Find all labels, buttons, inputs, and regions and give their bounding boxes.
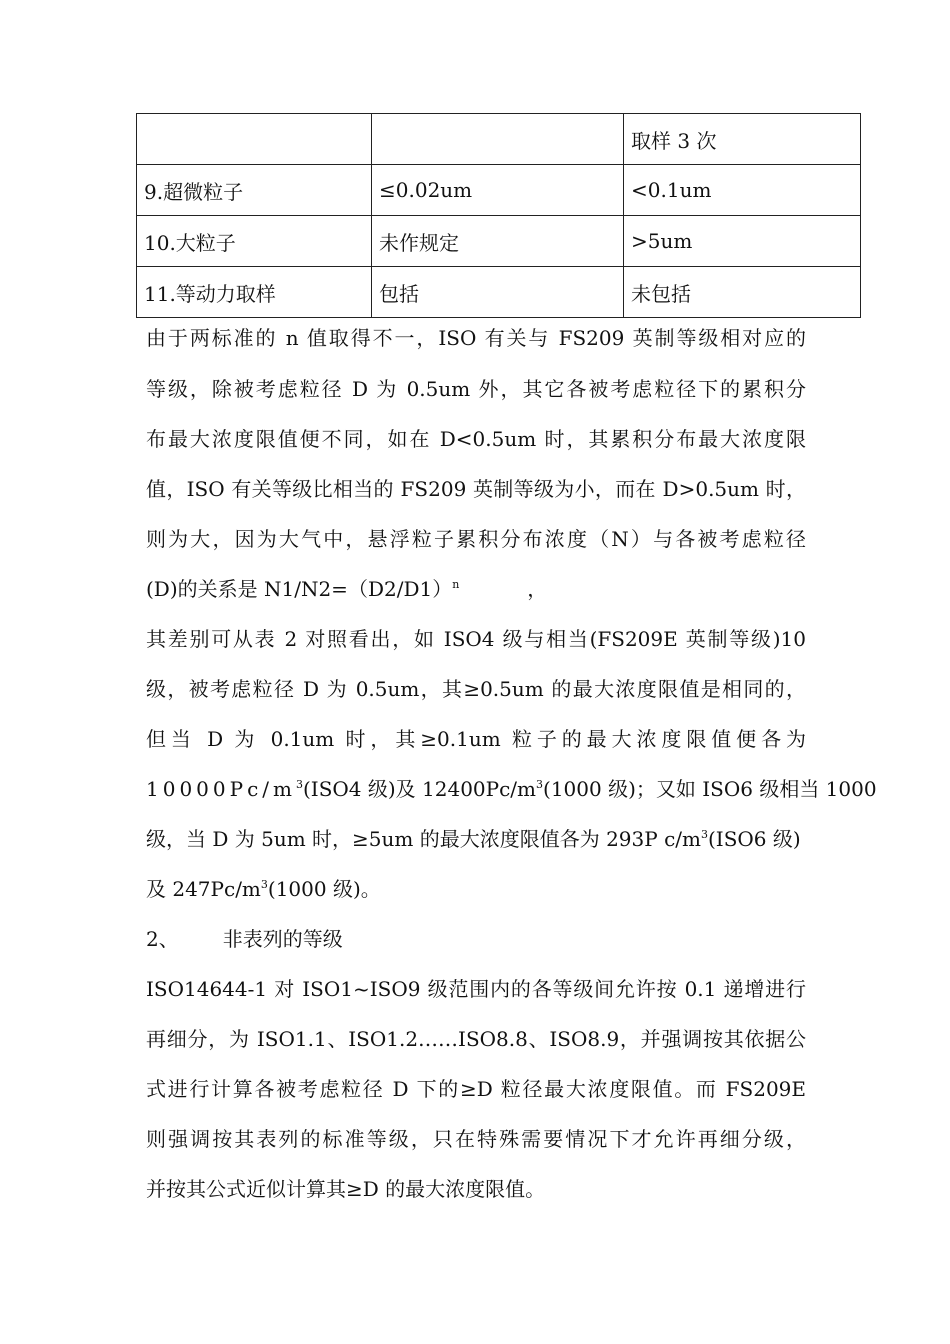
unit-exponent: 3 [295, 778, 303, 791]
formula-text: (D)的关系是 N1/N2=（D2/D1） [146, 577, 453, 601]
table-cell: 9.超微粒子 [137, 165, 372, 216]
paragraph-line: 级，被考虑粒径 D 为 0.5um，其≥0.5um 的最大浓度限值是相同的， [146, 677, 806, 701]
table-cell: 未包括 [624, 267, 861, 318]
value-text: (1000 级)。 [267, 877, 381, 901]
table-cell: ≤0.02um [372, 165, 624, 216]
paragraph-line: 布最大浓度限值便不同，如在 D<0.5um 时，其累积分布最大浓度限 [146, 427, 806, 451]
paragraph-line: ISO14644-1 对 ISO1~ISO9 级范围内的各等级间允许按 0.1 递增进行 [146, 977, 806, 1001]
table-row [137, 267, 861, 318]
section-number: 2、 [146, 927, 179, 951]
value-text: 10000Pc/m [146, 777, 296, 801]
paragraph-line: 再细分，为 ISO1.1、ISO1.2……ISO8.8、ISO8.9，并强调按其依据公 [146, 1027, 806, 1051]
section-title: 非表列的等级 [222, 927, 343, 951]
table-cell: >5um [624, 216, 861, 267]
value-text: 及 247Pc/m [146, 877, 261, 901]
unit-exponent: 3 [700, 828, 708, 841]
formula-comma: ， [527, 577, 548, 601]
value-text: (ISO4 级)及 12400Pc/m [302, 777, 537, 801]
table-cell [137, 114, 372, 165]
table-cell: 未作规定 [372, 216, 624, 267]
paragraph-line: 则为大，因为大气中，悬浮粒子累积分布浓度（N）与各被考虑粒径 [146, 527, 806, 551]
paragraph-line [146, 776, 877, 802]
paragraph-line: 并按其公式近似计算其≥D 的最大浓度限值。 [146, 1177, 546, 1201]
table-row [137, 216, 861, 267]
comparison-table [136, 113, 861, 318]
table-cell: 11.等动力取样 [137, 267, 372, 318]
paragraph-line: 值，ISO 有关等级比相当的 FS209 英制等级为小，而在 D>0.5um 时， [146, 477, 806, 501]
paragraph-line: 式进行计算各被考虑粒径 D 下的≥D 粒径最大浓度限值。而 FS209E [146, 1077, 806, 1101]
table-cell: 包括 [372, 267, 624, 318]
section-heading [146, 926, 343, 952]
value-text: (1000 级)；又如 ISO6 级相当 1000 [543, 777, 877, 801]
table-cell: <0.1um [624, 165, 861, 216]
unit-exponent: 3 [536, 778, 544, 791]
paragraph-line [146, 826, 801, 852]
table-row [137, 165, 861, 216]
paragraph-line [146, 876, 381, 902]
formula-line [146, 576, 547, 602]
formula-exponent: n [452, 578, 460, 591]
value-text: (ISO6 级) [707, 827, 801, 851]
table-row [137, 114, 861, 165]
table-cell: 取样 3 次 [624, 114, 861, 165]
paragraph-line: 但当 D 为 0.1um 时，其≥0.1um 粒子的最大浓度限值便各为 [146, 727, 806, 751]
paragraph-line: 等级，除被考虑粒径 D 为 0.5um 外，其它各被考虑粒径下的累积分 [146, 377, 806, 401]
table-cell: 10.大粒子 [137, 216, 372, 267]
unit-exponent: 3 [260, 878, 268, 891]
paragraph-line: 由于两标准的 n 值取得不一，ISO 有关与 FS209 英制等级相对应的 [146, 326, 806, 350]
paragraph-line: 则强调按其表列的标准等级，只在特殊需要情况下才允许再细分级， [146, 1127, 806, 1151]
value-text: 级，当 D 为 5um 时，≥5um 的最大浓度限值各为 293P c/m [146, 827, 701, 851]
table-cell [372, 114, 624, 165]
paragraph-line: 其差别可从表 2 对照看出，如 ISO4 级与相当(FS209E 英制等级)10 [146, 627, 806, 651]
